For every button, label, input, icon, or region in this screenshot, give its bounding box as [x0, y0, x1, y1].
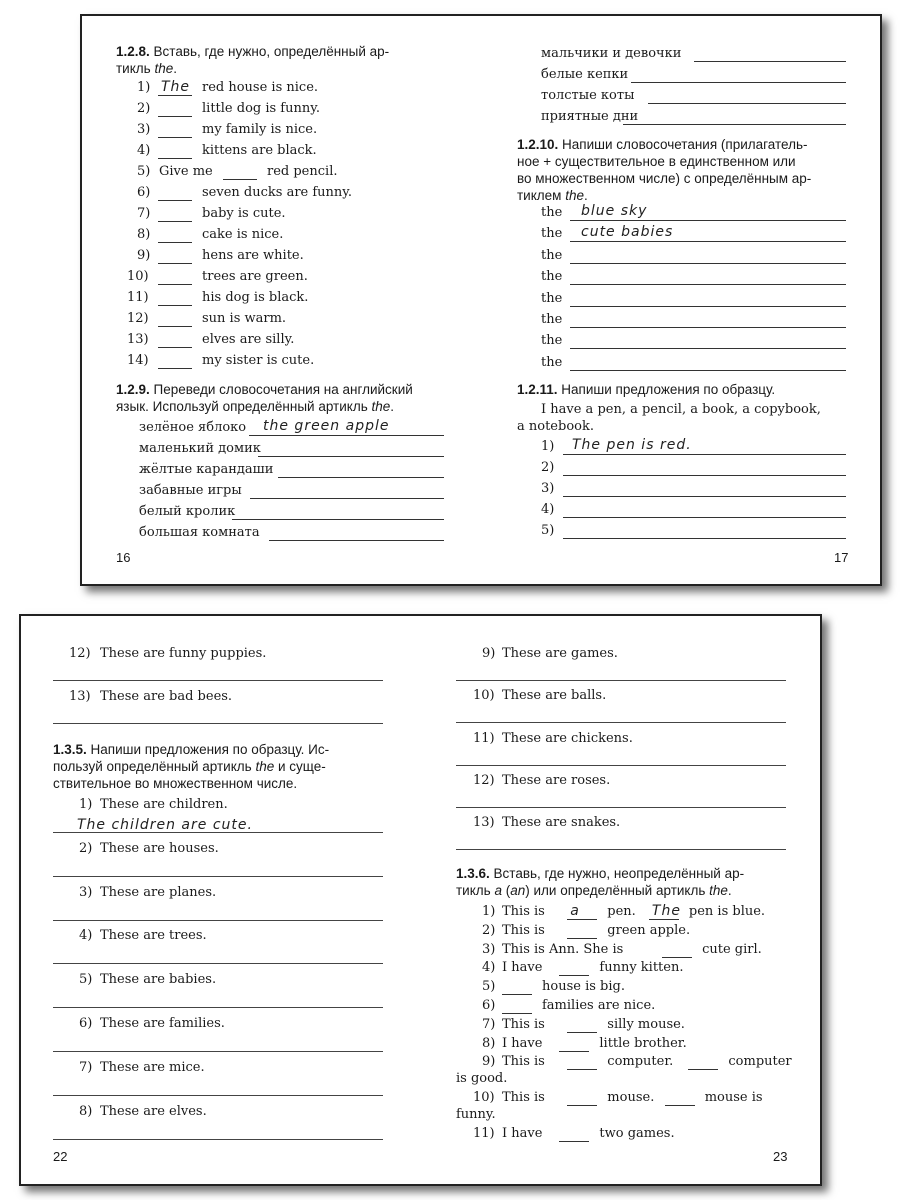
item-text: computer. [607, 1054, 674, 1070]
answer-blank[interactable] [158, 284, 192, 285]
answer-blank[interactable] [158, 326, 192, 327]
handwritten-answer: cute babies [581, 224, 674, 241]
item-number: 4) [79, 928, 93, 944]
item-text: This is Ann. She is [502, 941, 624, 957]
item-text: pen is blue. [688, 904, 766, 919]
answer-blank[interactable] [158, 305, 192, 306]
article-the: the [541, 247, 563, 263]
answer-line[interactable] [570, 241, 846, 242]
sentence: These are elves. [100, 1103, 207, 1119]
handwritten-answer: blue sky [581, 203, 648, 219]
answer-line[interactable] [570, 327, 846, 328]
russian-phrase: белые кепки [541, 67, 629, 82]
exercise-1-2-10-heading: 1.2.10. Напиши словосочетания (прилагатель- [517, 137, 808, 152]
book-spread-pages-22-23 [19, 614, 822, 1186]
sentence: These are games. [502, 646, 618, 661]
item-number: 1) [541, 439, 555, 454]
article-the: the [541, 312, 563, 327]
russian-phrase: толстые коты [541, 88, 635, 103]
sentence: These are babies. [100, 972, 217, 988]
answer-line[interactable] [53, 1095, 383, 1096]
exercise-1-3-6-heading: 1.3.6. Вставь, где нужно, неопределённый ар- [456, 866, 745, 881]
answer-line[interactable] [570, 370, 846, 371]
item-number: 8) [137, 227, 151, 242]
answer-line[interactable] [456, 765, 786, 766]
russian-phrase: жёлтые карандаши [139, 462, 274, 477]
article-the: the [541, 205, 563, 220]
answer-line[interactable] [232, 519, 444, 520]
sentence: These are families. [100, 1016, 225, 1031]
answer-blank[interactable] [567, 919, 597, 920]
answer-line[interactable] [570, 306, 846, 307]
answer-line[interactable] [53, 920, 383, 921]
item-number: 1) [79, 797, 93, 812]
item-number: 2) [482, 922, 496, 938]
handwritten-answer: the green apple [263, 418, 390, 434]
item-number: 5) [541, 523, 555, 538]
sentence: These are children. [100, 797, 228, 812]
exercise-1-2-9-heading: 1.2.9. Переведи словосочетания на английский [116, 382, 413, 397]
exercise-1-3-5-heading-line2: пользуй определённый артикль the и суще- [53, 759, 326, 774]
item-number: 4) [541, 502, 555, 517]
answer-blank[interactable] [567, 1069, 597, 1070]
answer-line[interactable] [563, 517, 846, 518]
item-text: funny kitten. [599, 960, 684, 976]
page-number: 23 [773, 1149, 788, 1164]
answer-line[interactable] [53, 1051, 383, 1052]
answer-line[interactable] [269, 540, 444, 541]
answer-line[interactable] [456, 807, 786, 808]
answer-line[interactable] [53, 680, 383, 681]
answer-blank[interactable] [158, 200, 192, 201]
item-text: my family is nice. [202, 122, 318, 137]
item-number: 9) [137, 248, 151, 263]
item-text: hens are white. [202, 248, 304, 263]
item-number: 3) [137, 122, 151, 137]
russian-phrase: белый кролик [139, 504, 236, 519]
answer-blank[interactable] [158, 263, 192, 264]
answer-line[interactable] [570, 263, 846, 264]
item-number: 11) [127, 290, 149, 305]
item-number: 8) [482, 1035, 496, 1051]
item-number: 5) [137, 164, 151, 179]
item-number: 2) [137, 101, 151, 116]
answer-line[interactable] [648, 103, 846, 104]
item-text: Give me [159, 164, 213, 179]
answer-blank[interactable] [567, 1032, 597, 1033]
item-text: cake is nice. [202, 227, 284, 242]
item-text: This is [502, 904, 545, 919]
item-text: house is big. [542, 979, 625, 995]
exercise-1-3-6-heading-line2: тикль a (an) или определённый артикль the. [456, 883, 732, 898]
item-text: mouse is [704, 1090, 763, 1106]
article-the: the [541, 269, 563, 285]
item-number: 13) [473, 815, 495, 831]
sentence: These are planes. [100, 884, 217, 900]
item-text: sun is warm. [202, 311, 287, 326]
item-number: 11) [473, 730, 495, 746]
exercise-1-2-10-heading-line4: тиклем the. [517, 188, 588, 203]
answer-line[interactable] [53, 963, 383, 964]
answer-blank[interactable] [502, 1013, 532, 1014]
sentence: These are funny puppies. [100, 646, 267, 661]
answer-line[interactable] [570, 348, 846, 349]
answer-blank[interactable] [567, 1105, 597, 1106]
answer-blank[interactable] [158, 221, 192, 222]
item-number: 3) [482, 941, 496, 957]
item-number: 3) [541, 481, 555, 496]
answer-blank[interactable] [559, 1051, 589, 1052]
exercise-1-2-10-heading-line3: во множественном числе) с определённым ар- [517, 171, 812, 186]
item-number: 14) [127, 353, 149, 368]
russian-phrase: большая комната [139, 525, 260, 540]
item-number: 4) [482, 960, 496, 976]
item-number: 11) [473, 1126, 495, 1141]
item-text: baby is cute. [202, 206, 286, 221]
exercise-1-2-8-heading: 1.2.8. Вставь, где нужно, определённый ар- [116, 44, 390, 59]
answer-line[interactable] [456, 680, 786, 681]
item-number: 6) [79, 1016, 93, 1031]
item-number: 10) [127, 269, 149, 284]
item-number: 1) [482, 904, 496, 919]
item-number: 3) [79, 884, 93, 900]
answer-blank[interactable] [559, 1141, 589, 1142]
item-number: 10) [473, 688, 495, 704]
answer-line[interactable] [53, 723, 383, 724]
handwritten-answer: The pen is red. [572, 437, 692, 453]
answer-blank[interactable] [158, 95, 192, 96]
item-number: 2) [541, 460, 555, 475]
item-text: elves are silly. [202, 332, 295, 347]
item-text: I have [502, 1126, 543, 1141]
item-number: 5) [79, 972, 93, 988]
sentence: These are bad bees. [100, 689, 233, 704]
item-number: 13) [127, 332, 149, 347]
item-text: his dog is black. [202, 290, 309, 305]
item-text-wrap: funny. [456, 1107, 496, 1123]
item-text: computer [728, 1054, 792, 1070]
answer-line[interactable] [570, 220, 846, 221]
item-text: This is [502, 922, 545, 938]
handwritten-answer: The [161, 79, 191, 95]
russian-phrase: зелёное яблоко [139, 420, 247, 435]
item-number: 12) [473, 772, 495, 788]
item-number: 7) [137, 206, 151, 221]
item-text: This is [502, 1054, 545, 1070]
item-text: I have [502, 960, 543, 976]
item-number: 12) [69, 646, 91, 661]
answer-blank[interactable] [158, 158, 192, 159]
page-number: 22 [53, 1149, 68, 1164]
answer-line[interactable] [563, 538, 846, 539]
exercise-1-3-5-heading: 1.3.5. Напиши предложения по образцу. Ис- [53, 742, 330, 757]
sentence: These are chickens. [502, 730, 633, 746]
item-text: two games. [599, 1126, 675, 1141]
exercise-1-3-5-heading-line3: ствительное во множественном числе. [53, 776, 298, 791]
answer-blank[interactable] [662, 957, 692, 958]
handwritten-answer: a [570, 903, 580, 919]
answer-blank[interactable] [223, 179, 257, 180]
item-text-wrap: is good. [456, 1071, 508, 1087]
russian-phrase: маленький домик [139, 441, 261, 456]
answer-line[interactable] [53, 876, 383, 877]
sentence: These are balls. [502, 688, 607, 704]
item-number: 6) [482, 998, 496, 1013]
item-number: 5) [482, 979, 496, 995]
answer-line[interactable] [53, 1139, 383, 1140]
handwritten-answer: The [651, 903, 681, 919]
answer-blank[interactable] [158, 116, 192, 117]
article-the: the [541, 226, 563, 242]
answer-blank[interactable] [158, 137, 192, 138]
item-text: pen. [607, 904, 636, 919]
article-the: the [541, 290, 563, 306]
exercise-1-2-11-sample: I have a pen, a pencil, a book, a copybook, [541, 402, 821, 417]
item-number: 4) [137, 143, 151, 158]
russian-phrase: забавные игры [139, 483, 242, 498]
item-number: 9) [482, 646, 496, 661]
answer-blank[interactable] [158, 347, 192, 348]
sentence: These are mice. [100, 1059, 205, 1075]
answer-blank[interactable] [559, 975, 589, 976]
answer-line[interactable] [694, 61, 846, 62]
item-text: I have [502, 1035, 543, 1051]
answer-blank[interactable] [158, 368, 192, 369]
item-number: 13) [69, 689, 91, 704]
answer-blank[interactable] [649, 919, 679, 920]
item-text: green apple. [607, 922, 691, 938]
russian-phrase: мальчики и девочки [541, 46, 682, 61]
item-number: 6) [137, 185, 151, 200]
answer-line[interactable] [563, 475, 846, 476]
russian-phrase: приятные дни [541, 109, 639, 124]
answer-line[interactable] [249, 435, 444, 436]
item-text: silly mouse. [607, 1016, 685, 1032]
item-text: seven ducks are funny. [202, 185, 353, 200]
sentence: These are trees. [100, 928, 207, 944]
item-text: trees are green. [202, 269, 308, 284]
answer-line[interactable] [258, 456, 444, 457]
exercise-1-2-11-heading: 1.2.11. Напиши предложения по образцу. [517, 382, 776, 397]
answer-line[interactable] [456, 849, 786, 850]
item-number: 9) [482, 1054, 496, 1070]
sentence: These are roses. [502, 772, 611, 788]
answer-line[interactable] [623, 124, 846, 125]
item-text: red house is nice. [202, 80, 319, 95]
item-text: This is [502, 1016, 545, 1032]
answer-line[interactable] [563, 454, 846, 455]
answer-blank[interactable] [665, 1105, 695, 1106]
item-text: cute girl. [702, 941, 762, 957]
item-number: 8) [79, 1103, 93, 1119]
item-text: my sister is cute. [202, 353, 315, 368]
answer-line[interactable] [563, 496, 846, 497]
answer-line[interactable] [631, 82, 846, 83]
sentence: These are snakes. [502, 815, 621, 831]
item-number: 1) [137, 80, 151, 95]
item-number: 2) [79, 840, 93, 856]
item-text: families are nice. [542, 998, 656, 1013]
item-text: mouse. [607, 1090, 655, 1106]
answer-blank[interactable] [567, 938, 597, 939]
item-text: kittens are black. [202, 143, 317, 158]
item-text: red pencil. [267, 164, 338, 179]
exercise-1-2-9-heading-line2: язык. Используй определённый артикль the. [116, 399, 395, 414]
item-number: 10) [473, 1090, 495, 1106]
item-text: little dog is funny. [202, 101, 320, 116]
book-spread-pages-16-17 [80, 14, 882, 586]
exercise-1-2-11-sample-line2: a notebook. [517, 419, 594, 434]
article-the: the [541, 333, 563, 349]
answer-blank[interactable] [502, 994, 532, 995]
item-number: 12) [127, 311, 149, 326]
page-number: 17 [834, 550, 849, 565]
answer-blank[interactable] [688, 1069, 718, 1070]
sentence: These are houses. [100, 840, 219, 856]
exercise-1-2-10-heading-line2: ное + существительное в единственном или [517, 154, 796, 169]
answer-blank[interactable] [158, 242, 192, 243]
answer-line[interactable] [570, 284, 846, 285]
page-number: 16 [116, 550, 131, 565]
item-text: little brother. [599, 1035, 687, 1051]
handwritten-answer: The children are cute. [77, 817, 253, 833]
answer-line[interactable] [278, 477, 444, 478]
answer-line[interactable] [456, 722, 786, 723]
item-text: This is [502, 1090, 545, 1106]
item-number: 7) [482, 1016, 496, 1032]
exercise-1-2-8-heading-line2: тикль the. [116, 61, 177, 76]
article-the: the [541, 354, 563, 370]
answer-line[interactable] [53, 1007, 383, 1008]
item-number: 7) [79, 1059, 93, 1075]
answer-line[interactable] [250, 498, 444, 499]
